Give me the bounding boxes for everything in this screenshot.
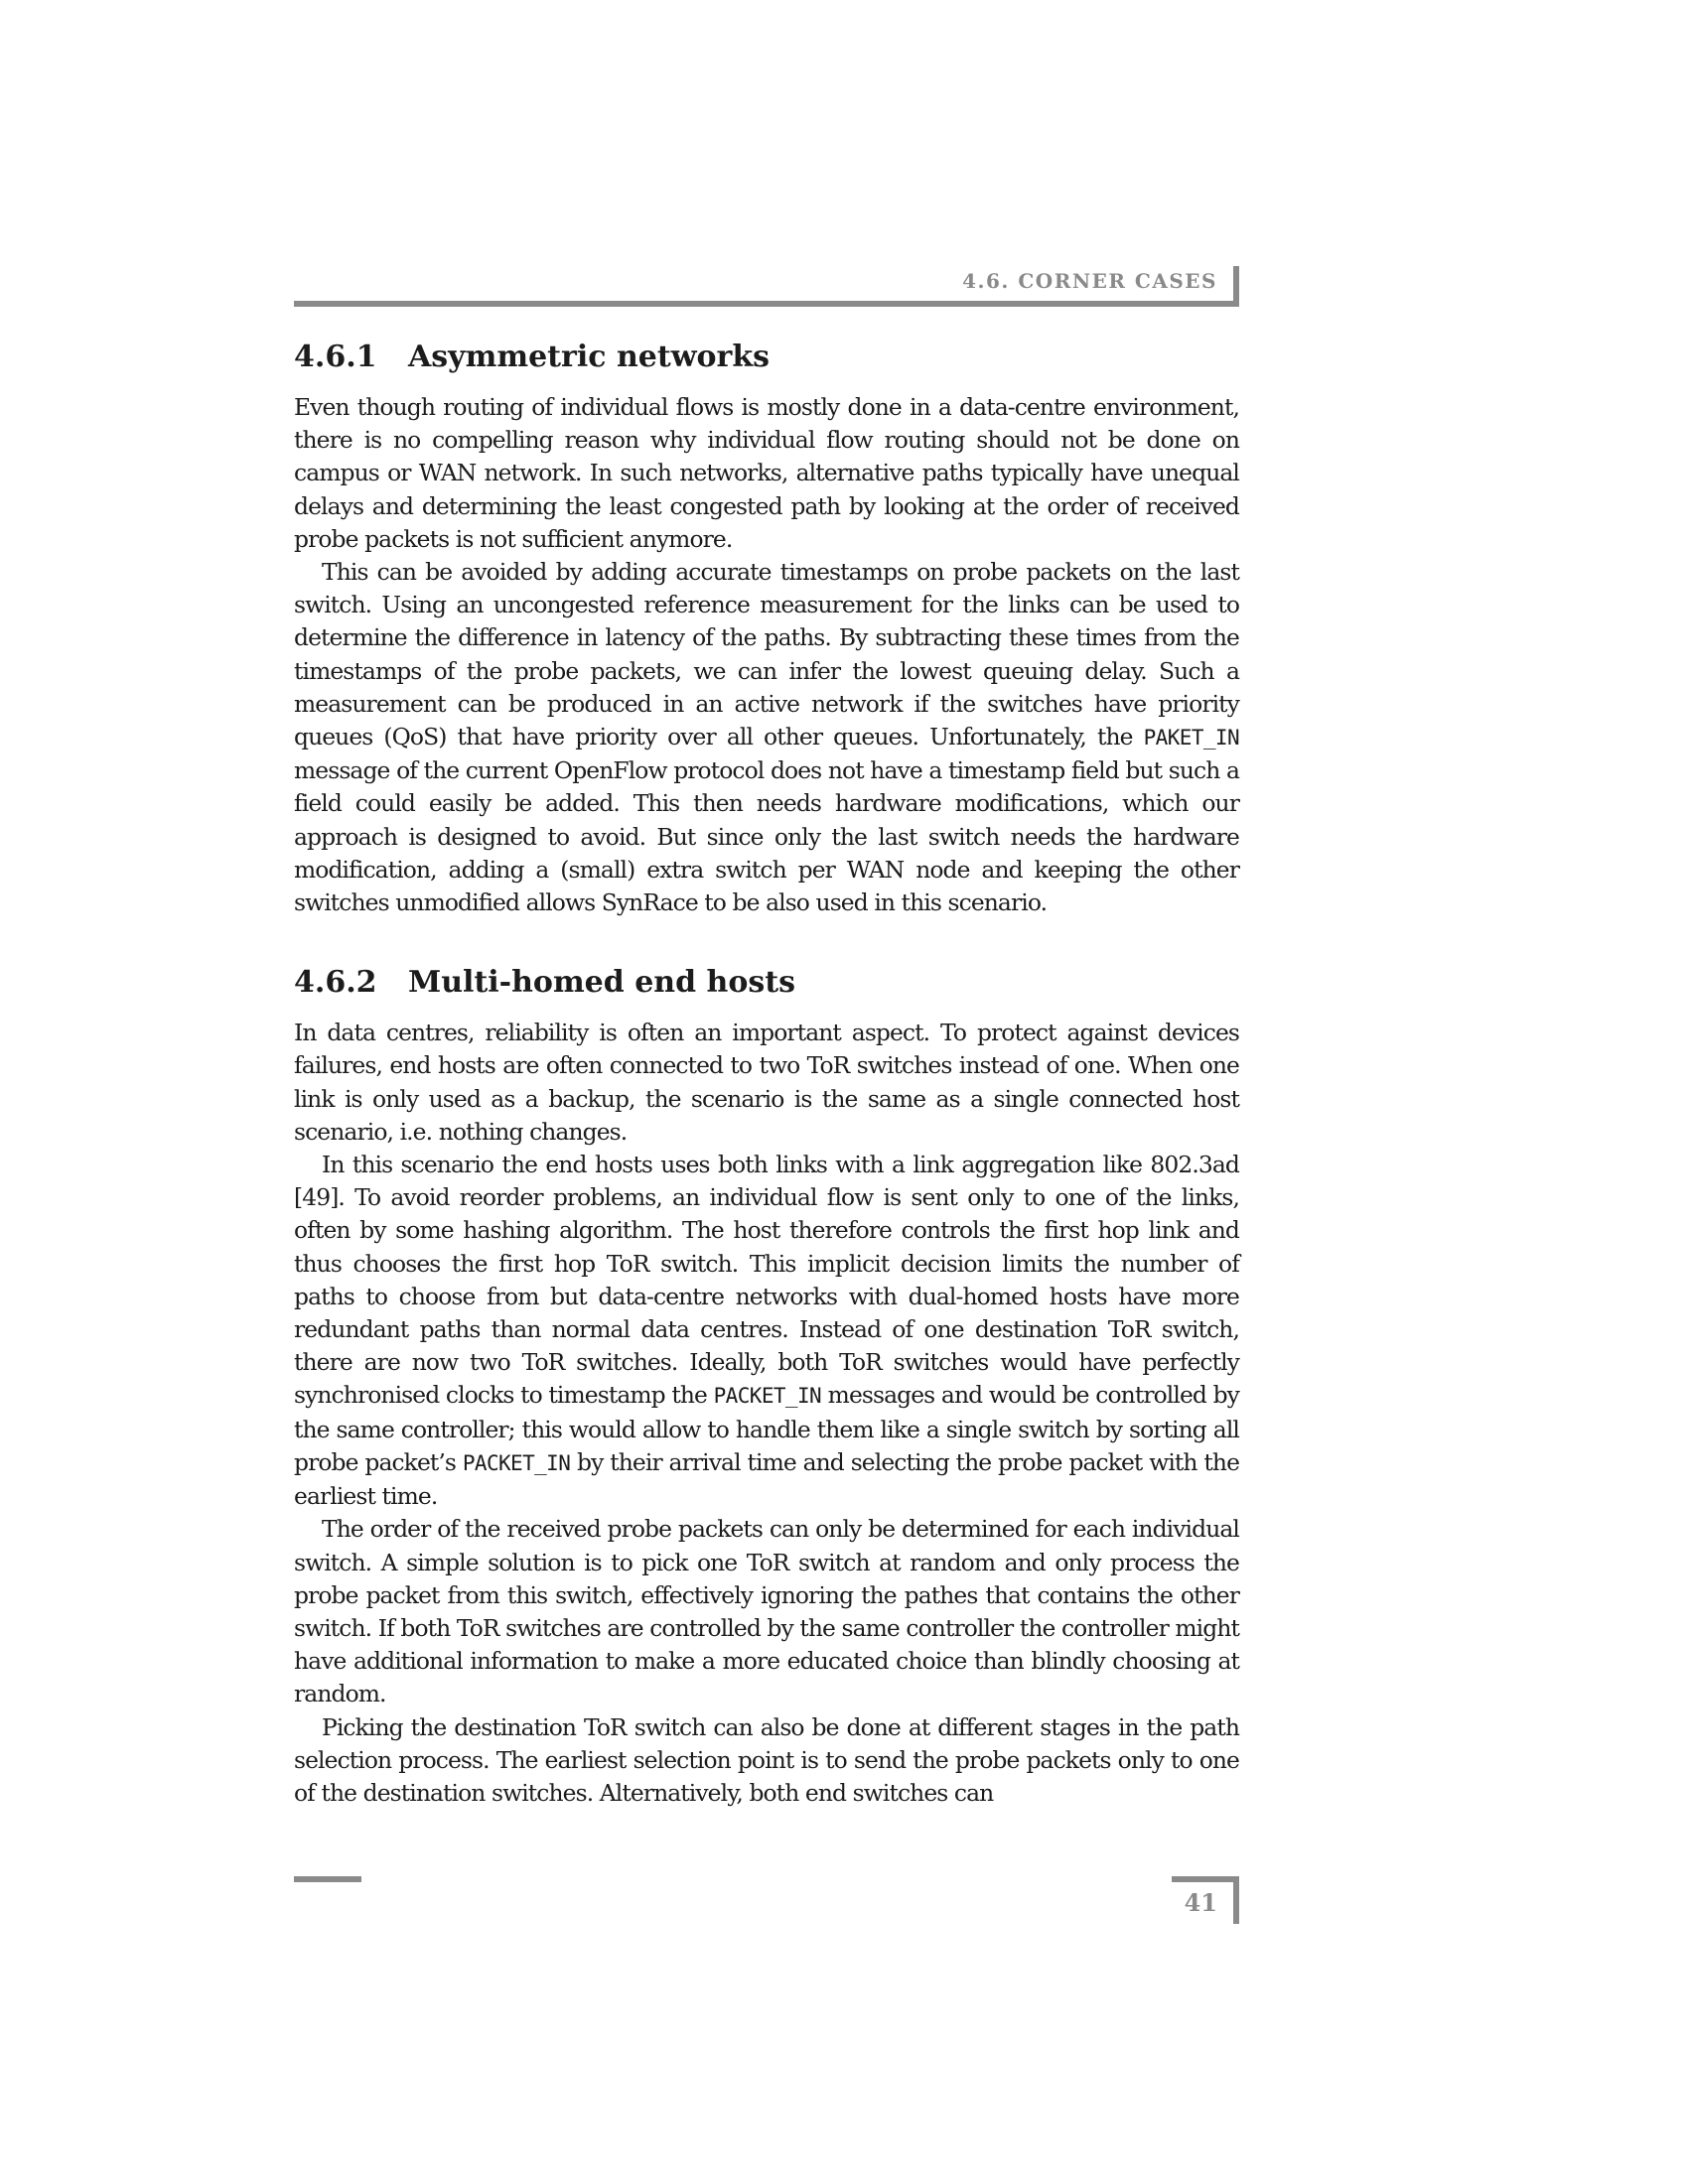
section-number: 4.6.1	[294, 340, 377, 374]
footer-right-rule	[1172, 1876, 1239, 1882]
header-vertical-bar	[1233, 266, 1239, 306]
section-title: Asymmetric networks	[408, 340, 771, 374]
running-header	[294, 266, 1239, 306]
paragraph: The order of the received probe packets can only be determined for each individual switch. A simple solution is to pick one ToR switch at random and only process the probe packet from this switch, effectively ignoring the pathes that contains the other switch. If both ToR switches are controlled by the same controller the controller might have additional information to make a more educated choice than blindly choosing at random.	[294, 1515, 1239, 1708]
page-number: 41	[1184, 1888, 1217, 1917]
paragraph: Picking the destination ToR switch can also be done at different stages in the path selection process. The earliest selection point is to send the probe packets only to one of the destination switches. Alternatively, both end switches can	[294, 1712, 1239, 1807]
section-number: 4.6.2	[294, 965, 377, 1001]
paragraph: Even though routing of individual flows is mostly done in a data-centre environment, there is no compelling reason why individual flow routing should not be done on campus or WAN network. In such networks, alternative paths typically have unequal delays and determining the least congested path by looking at the order of received probe packets is not sufficient anymore.	[294, 393, 1239, 553]
paragraph	[294, 556, 1239, 919]
code-term: PACKET_IN	[713, 1384, 822, 1409]
footer-vertical-bar	[1233, 1876, 1239, 1924]
paragraph	[294, 1149, 1239, 1513]
paragraph-text: by their arrival time and selecting the probe packet with the earliest time.	[294, 1447, 1240, 1511]
code-term: PACKET_IN	[462, 1450, 571, 1475]
page-footer	[294, 1876, 1239, 1924]
paragraph-text: In this scenario the end hosts uses both links with a link aggregation like 802.3ad [49]. To avoid reorder problems, an individual flow is sent only to one of the links, often by some hashing algorithm. The host therefore controls the first hop link and thus chooses the first hop ToR switch. This implicit decision limits the number of paths to choose from but data-centre networks with dual-homed hosts have more redundant paths than normal data centres. Instead of one destination ToR switch, there are now two ToR switches. Ideally, both ToR switches would have perfectly synchronised clocks to timestamp the	[294, 1151, 1239, 1410]
paragraph-text: message of the current OpenFlow protocol does not have a timestamp field but such a field could easily be added. This then needs hardware modifications, which our approach is designed to avoid. But since only the last switch needs the hardware modification, adding a (small) extra switch per WAN node and keeping the other switches unmodified allows SynRace to be also used in this scenario.	[294, 756, 1239, 917]
paragraph: In data centres, reliability is often an important aspect. To protect against devices failures, end hosts are often connected to two ToR switches instead of one. When one link is only used as a backup, the scenario is the same as a single connected host scenario, i.e. nothing changes.	[294, 1019, 1239, 1146]
section-heading-multi-homed-end-hosts	[294, 959, 1239, 1007]
code-term: PAKET_IN	[1143, 726, 1239, 751]
paragraph-text: This can be avoided by adding accurate timestamps on probe packets on the last switch. Using an uncongested reference measurement for the links can be used to determine the difference in latency of the paths. By subtracting these times from the timestamps of the probe packets, we can infer the lowest queuing delay. Such a measurement can be produced in an active network if the switches have priority queues (QoS) that have priority over all other queues. Unfortunately, the	[294, 558, 1239, 751]
section-title: Multi-homed end hosts	[408, 965, 795, 1001]
header-rule	[294, 301, 1239, 307]
page-content	[294, 334, 1239, 1810]
footer-left-rule	[294, 1876, 361, 1882]
paragraph-text: messages and would be controlled by the same controller; this would allow to handle them like a single switch by sorting all probe packet’s	[294, 1381, 1239, 1476]
section-heading-asymmetric-networks	[294, 334, 1239, 381]
running-header-title: 4.6. CORNER CASES	[962, 269, 1217, 293]
